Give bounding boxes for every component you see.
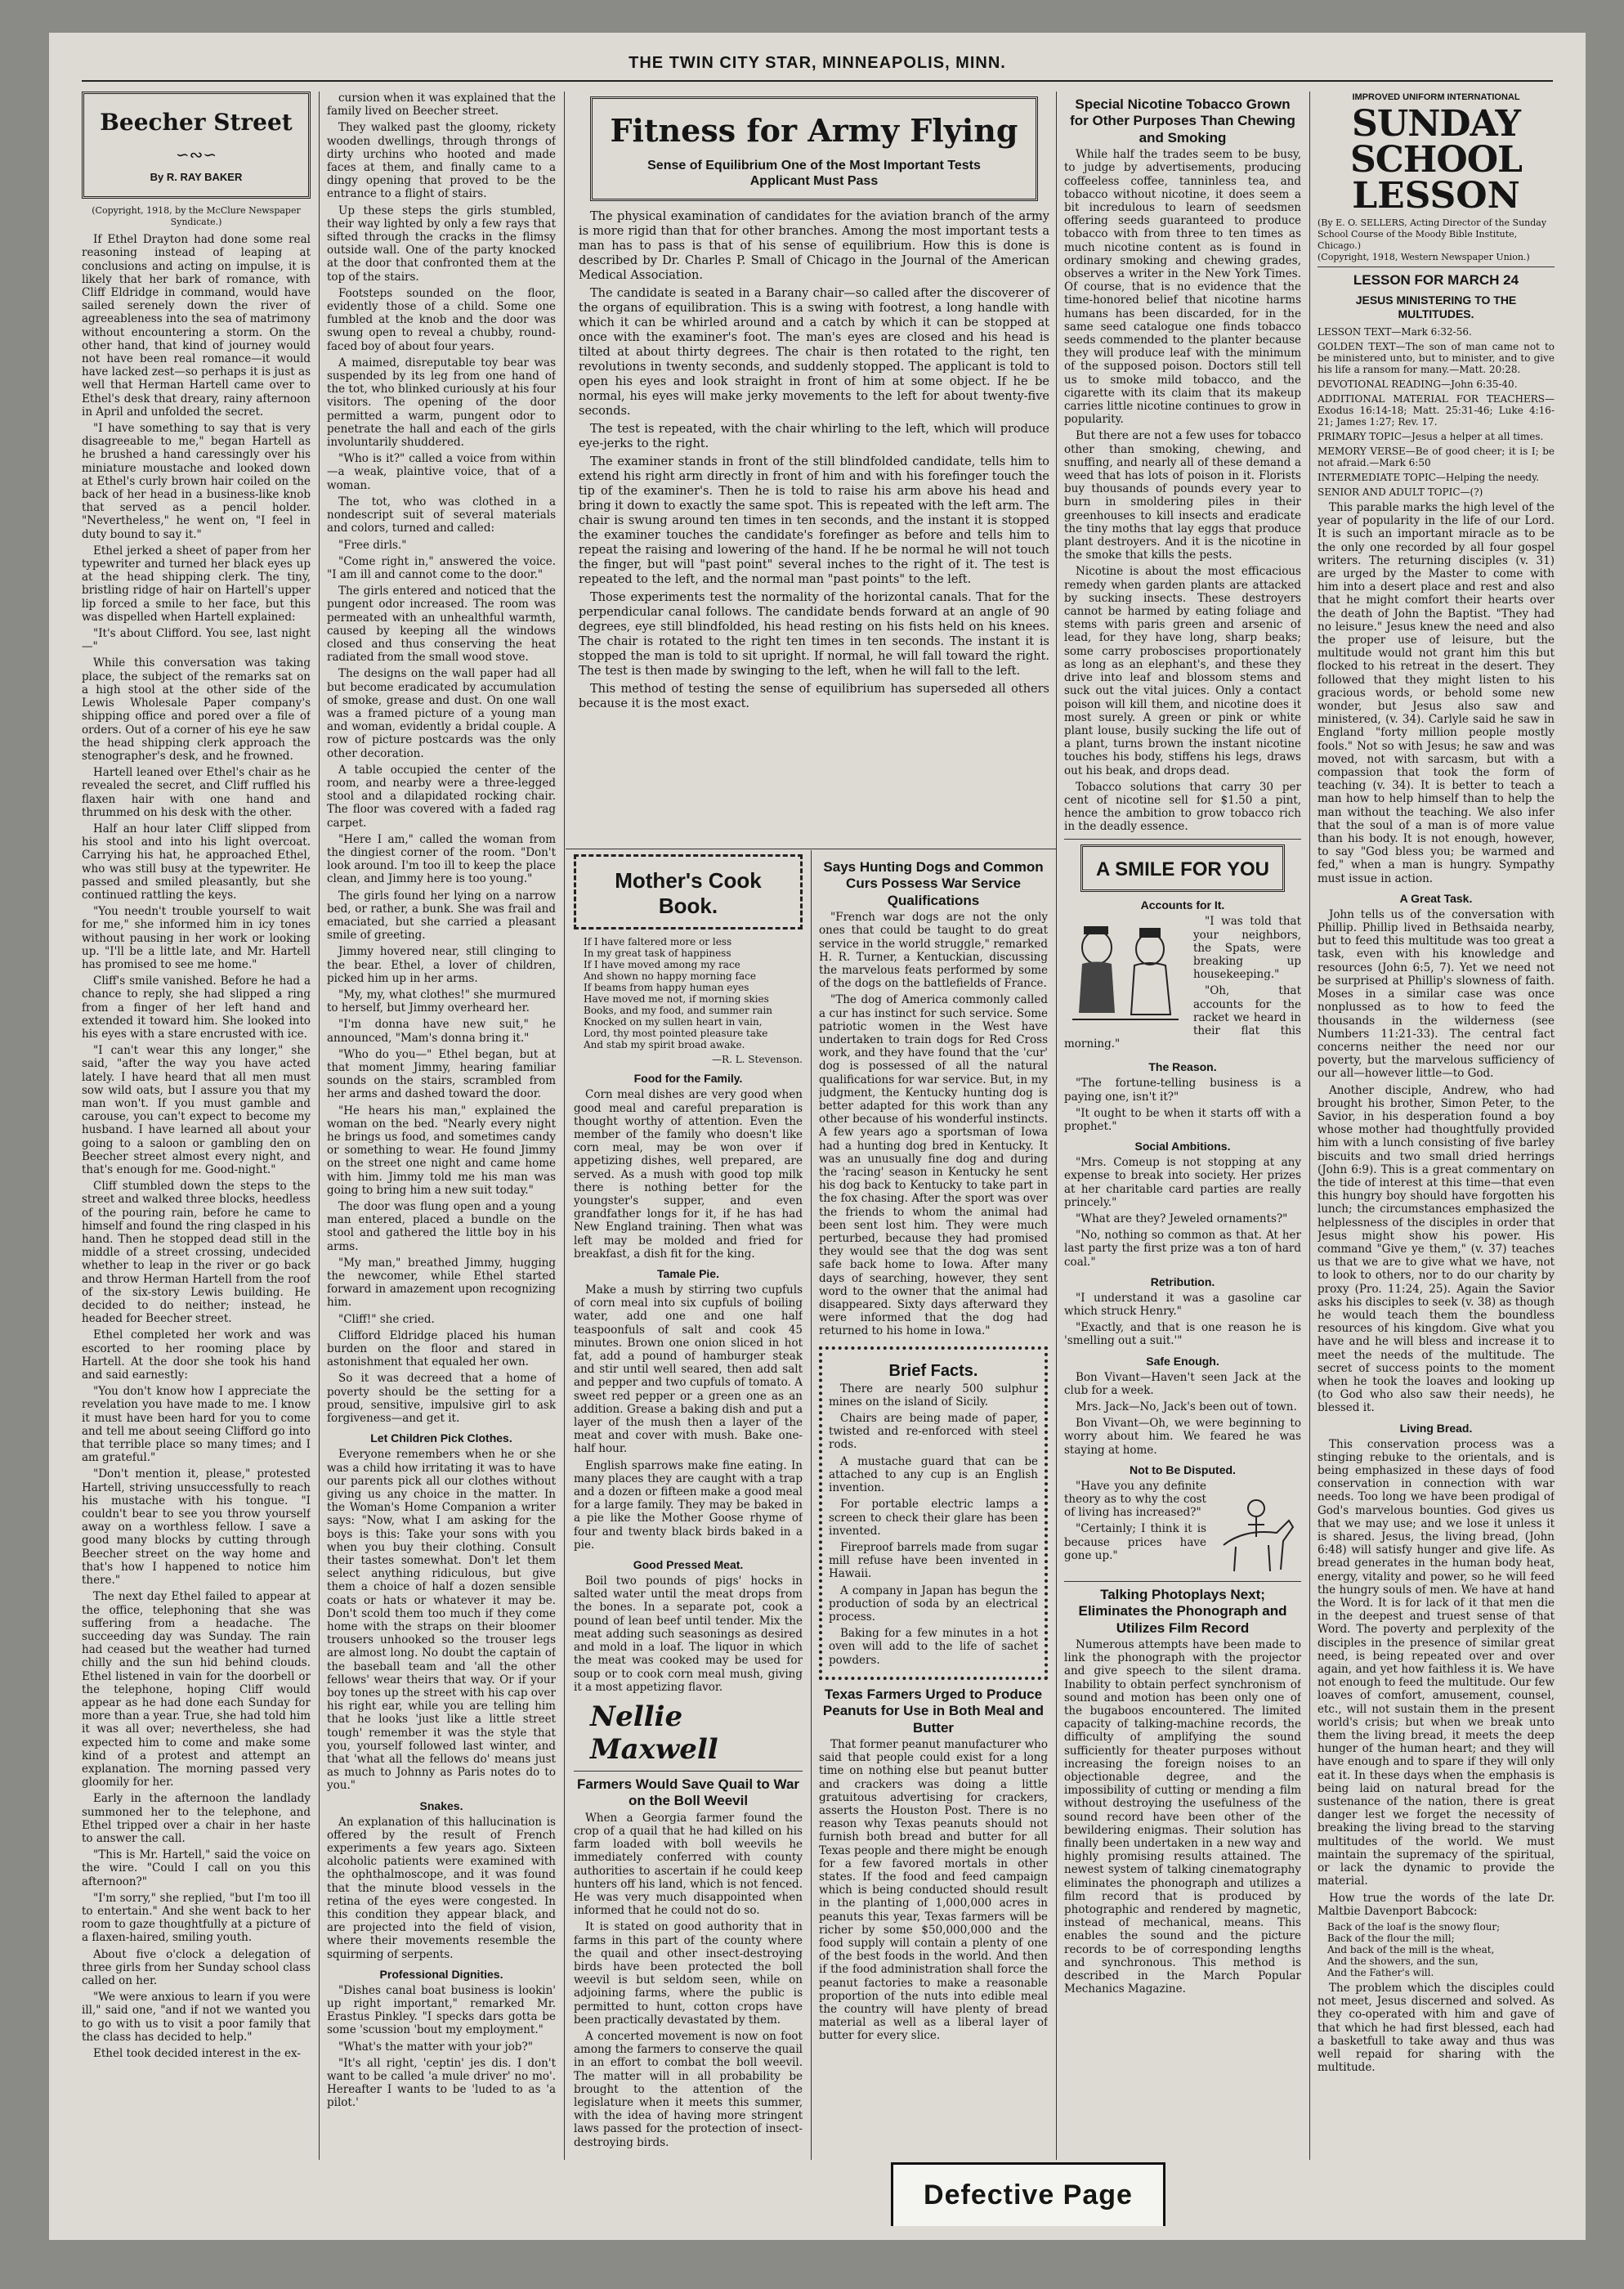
cook-title: Mother's Cook Book. xyxy=(615,868,762,919)
paragraph: "Mrs. Comeup is not stopping at any expense to break into society. Her prizes at her charitable card parties are really princely." xyxy=(1064,1156,1301,1209)
paragraph: "Exactly, and that is one reason he is 'smelling out a suit.'" xyxy=(1064,1321,1301,1348)
cook-title-box xyxy=(574,854,803,929)
paragraph: "Don't mention it, please," protested Hartell, striving unsuccessfully to reach his mustache with his tongue. "I couldn't bear to see you throw yourself away on a worthless fellow. I save a good many blocks by cutting through Beecher street on the way home and that's how I happened to notice him there." xyxy=(82,1467,311,1588)
lesson-date: LESSON FOR MARCH 24 xyxy=(1353,272,1519,288)
paragraph: Ethel jerked a sheet of paper from her typewriter and turned her black eyes up at the head shipping clerk. The tiny, bristling ridge of hair on Hartell's upper lip forced a smile to her face, but this was dispelled when Hartell explained: xyxy=(82,544,311,624)
paragraph: A concerted movement is now on foot among the farmers to conserve the quail in an effort to combat the boll weevil. The matter will in all probability be brought to the attention of the legislature when it meets this summer, with the idea of having more stringent laws passed for the protection of insect-destroying birds. xyxy=(574,2029,803,2149)
poem-line: If beams from happy human eyes xyxy=(584,982,749,994)
army-body xyxy=(574,209,1054,711)
paragraph: When a Georgia farmer found the crop of a quail that he had killed on his farm loaded with boll weevils he immediately conferred with county authorities to ascertain if he could keep hunters off his land, which is not fenced. He was very much disappointed when informed that he could not do so. xyxy=(574,1811,803,1918)
lesson-line: DEVOTIONAL READING—John 6:35-40. xyxy=(1318,378,1518,390)
paragraph: "I'm sorry," she replied, "but I'm too ill to entertain." And she went back to her room to gaze thoughtfully at a picture of a flaxen-haired, smiling youth. xyxy=(82,1891,311,1945)
section-heading: Good Pressed Meat. xyxy=(633,1558,744,1572)
paragraph: Boil two pounds of pigs' hocks in salted water until the meat drops from the bones. In a separate pot, cook a pound of lean beef until tender. Mix the meat adding such seasonings as desired and mold in a loaf. The liquor in which the meat was cooked may be used for soup or to cook corn meal mush, giving it a most appetizing flavor. xyxy=(574,1575,803,1694)
army-title: Fitness for Army Flying xyxy=(610,112,1018,149)
paragraph: There are nearly 500 sulphur mines on the island of Sicily. xyxy=(829,1382,1038,1409)
column-sunday-school xyxy=(1318,92,1555,2160)
lesson-kicker: IMPROVED UNIFORM INTERNATIONAL xyxy=(1352,92,1520,102)
paragraph: "Cliff!" she cried. xyxy=(338,1312,435,1326)
story-title: Beecher Street xyxy=(100,109,293,136)
paragraph: That former peanut manufacturer who said that people could exist for a long time on nothing else but peanut butter and crackers was doing a little gratuitous advertising for crackers, asserts the Houston Post. There is no reason why Texas peanuts should not furnish both bread and butter for all Texas people and there might be enough for a few favored mortals in other states. If the food and feed campaign which is being conducted should result in the planting of 1,000,000 acres in peanuts this year, Texas farmers will be richer by some $50,000,000 and the food supply will contain a plenty of one of the best foods in the world. And then if the food administration shall force the peanut factories to make a reasonable proportion of the nuts into edible meal the country will have plenty of bread material as well as a liberal layer of butter for every slice. xyxy=(819,1737,1048,2043)
paragraph: The tot, who was clothed in a nondescript suit of several materials and colors, turned and called: xyxy=(327,495,556,535)
paragraph: Bon Vivant—Oh, we were beginning to worry about him. We feared he was staying at home. xyxy=(1064,1417,1301,1457)
paragraph: They walked past the gloomy, rickety wooden dwellings, through throngs of dirty urchins who hooted and made faces at them, and finally came to a dingy opening that proved to be the entrance to a flight of stairs. xyxy=(327,121,556,201)
poem-author: —R. L. Stevenson. xyxy=(712,1054,803,1066)
poem-line: And stab my spirit broad awake. xyxy=(584,1039,745,1051)
paragraph: The girls found her lying on a narrow bed, or rather, a bunk. She was frail and emaciated, but she carried a pleasant smile of greeting. xyxy=(327,889,556,943)
rule xyxy=(574,1771,803,1772)
paragraph: Clifford Eldridge placed his human burden on the floor and stared in astonishment that equaled her own. xyxy=(327,1328,556,1369)
paragraph: The test is repeated, with the chair whirling to the left, which will produce eye-jerks to the right. xyxy=(579,422,1049,450)
paragraph: "I'm donna have new suit," he announced, "Mam's donna bring it." xyxy=(327,1018,556,1045)
paragraph: While this conversation was taking place, the subject of the remarks sat on a high stool at the other side of the Lewis Wholesale Paper company's shipping office and pored over a file of orders. Out of a corner of his eye he saw the head shipping clerk approach the stenographer's desk, and he frowned. xyxy=(82,656,311,763)
section-heading: Food for the Family. xyxy=(633,1072,743,1086)
brief-title: Brief Facts. xyxy=(888,1361,978,1380)
lesson-line: ADDITIONAL MATERIAL FOR TEACHERS—Exodus 16:14-18; Matt. 25:31-46; Luke 4:16-21; James 1:27; Rev. 17. xyxy=(1318,392,1555,428)
paragraph: Everyone remembers when he or she was a child how irritating it was to have our parents pick all our clothes without giving us any choice in the matter. In the Woman's Home Companion a writer says: "Now, what I am asking for the boys is this: Take your sons with you when you buy their clothing. Consult their tastes somewhat. Don't let them select anything ridiculous, but give them a choice of half a dozen sensible coats or hats or whatever it may be. Don't scold them too much if they come home with the straps on their bloomer trousers unhooked so the trouser legs are almost long. No doubt the captain of the baseball team and 'all the other fellows' wear theirs that way. Or if your boy tones up the street with his cap over his right ear, while you are telling him that he looks 'just like a little street tough' remember it was the style that you, yourself followed last winter, and that 'what all the fellows do' means just as much to Johnny as Paris notes do to you." xyxy=(327,1448,556,1793)
paragraph: About five o'clock a delegation of three girls from her Sunday school class called on her. xyxy=(82,1947,311,1987)
newspaper-page xyxy=(49,33,1586,2240)
brief-facts-box xyxy=(819,1346,1048,1680)
column-rule xyxy=(1056,92,1057,2160)
poem xyxy=(584,936,803,1050)
poem-line: And shown no happy morning face xyxy=(584,970,756,983)
paragraph: "Who do you—" Ethel began, but at that moment Jimmy, hearing familiar sounds on the stairs, scrambled from her arms and dashed toward the door. xyxy=(327,1047,556,1101)
paragraph: While half the trades seem to be busy, to judge by advertisements, producing coffeeless coffee, tanninless tea, and tobacco without nicotine, it does seem a bit incredulous to learn of seedsmen offering seeds guaranteed to produce tobacco with from three to ten times as much nicotine content as is found in ordinary smoking and chewing grades, observes a writer in the New York Times. Of course, that is no evidence that the time-honored belief that nicotine harms humans has been discarded, for in the same seed catalogue one finds tobacco seeds commended to the planter because they will produce leaf with the minimum of the supposed poison. Doctors still tell us to smoke mild tobacco, and the cigarette with its claim that its makeup carries little nicotine continues to grow in popularity. xyxy=(1064,148,1301,427)
paragraph: "He hears his man," explained the woman on the bed. "Nearly every night he brings us food, and sometimes candy or something to wear. He found Jimmy on the street one night and came home with him. Jimmy told me his man was going to bring him a new suit today." xyxy=(327,1104,556,1197)
paragraph: The door was flung open and a young man entered, placed a bundle on the stool and gathered the little boy in his arms. xyxy=(327,1200,556,1253)
paragraph: "Free dirls." xyxy=(338,538,407,552)
paragraph: "Come right in," answered the voice. "I am ill and cannot come to the door." xyxy=(327,554,556,581)
paragraph: "Dishes canal boat business is lookin' up right important," remarked Mr. Erastus Pinkley. "I specks dars gotta be some 'scussion 'bout my employment." xyxy=(327,1983,556,2037)
paragraph: "My, my, what clothes!" she murmured to herself, but Jimmy overheard her. xyxy=(327,988,556,1015)
section-heading: Let Children Pick Clothes. xyxy=(370,1431,512,1445)
paragraph: A maimed, disreputable toy bear was suspended by its leg from one hand of the tot, who blinked curiously at his four visitors. The opening of the door permitted a warm, pungent odor to penetrate the hall and each of the girls involuntarily shuddered. xyxy=(327,356,556,450)
column-rule xyxy=(811,850,812,2160)
section-heading: Accounts for It. xyxy=(1140,898,1225,912)
paragraph: Half an hour later Cliff slipped from his stool and into his light overcoat. Carrying his hat, he approached Ethel, who was still busy at the typewriter. He passed and smiled pleasantly, but she continued rattling the keys. xyxy=(82,822,311,902)
copyright: (Copyright, 1918, by the McClure Newspaper Syndicate.) xyxy=(92,205,301,228)
smile-title: A SMILE FOR YOU xyxy=(1095,858,1269,880)
paragraph: "It ought to be when it starts off with a prophet." xyxy=(1064,1106,1301,1133)
paragraph: "No, nothing so common as that. At her last party the first prize was a ton of hard coal." xyxy=(1064,1229,1301,1269)
column-beecher-continued xyxy=(327,92,556,2160)
column-cook-book xyxy=(574,854,803,2160)
poem-line: Books, and my food, and summer rain xyxy=(584,1005,773,1017)
paragraph: This parable marks the high level of the year of popularity in the life of our Lord. It is such an important miracle as to be the only one recorded by all four gospel writers. The returning disciples (v. 31) are urged by the Master to come with him into a desert place and rest and also that he might comfort their hearts over the death of John the Baptist. "They had no leisure." Jesus knew the need and also the proper use of leisure, but the multitude would not grant him this but flocked to his retreat in the desert. They followed that they might listen to his gracious words, or behold some new wonder, but Jesus also saw and ministered, (v. 34). Carlyle said he saw in England "forty million people mostly fools." Not so with Jesus; he saw and was moved, not with sarcasm, but with a compassion that took the form of teaching (v. 34). It is better to teach a man how to help himself than to help the man without the teaching. We also infer that the soul of a man is of more value than his body. It is not enough, however, to say "God bless you; be warmed and fed," when a man is hungry. Sympathy must issue in action. xyxy=(1318,500,1555,885)
section-heading: Safe Enough. xyxy=(1146,1354,1219,1368)
paragraph: Jimmy hovered near, still clinging to the bear. Ethel, a lover of children, picked him up in her arms. xyxy=(327,945,556,985)
paragraph: "It's all right, 'ceptin' jes dis. I don't want to be called 'a mule driver' no mo'. Hereafter I wants to be 'luded to as 'a pilot.' xyxy=(327,2056,556,2110)
army-subtitle: Sense of Equilibrium One of the Most Important Tests Applicant Must Pass xyxy=(647,158,981,188)
paragraph: "You don't know how I appreciate the revelation you have made to me. I know it must have been hard for you to come and tell me about seeing Clifford go into that terrible place so many times; and I am grateful." xyxy=(82,1385,311,1465)
lesson-heading: JESUS MINISTERING TO THE MULTITUDES. xyxy=(1355,293,1517,321)
paragraph: Fireproof barrels made from sugar mill refuse have been invented in Hawaii. xyxy=(829,1540,1038,1581)
paragraph: "Have you any definite theory as to why the cost of living has increased?" xyxy=(1064,1479,1206,1520)
paragraph: "Here I am," called the woman from the dingiest corner of the room. "Don't look around. I'm too ill to keep the place clean, and Jimmy here is too young." xyxy=(327,832,556,886)
paragraph: If Ethel Drayton had done some real reasoning instead of leaping at conclusions and acting on impulse, it is likely that her bark of romance, with Cliff Eldridge in command, would have sailed serenely down the river of agreeableness into the sea of matrimony without encountering a storm. On the other hand, that kind of journey would not have been real romance—it would have lacked zest—so perhaps it is just as well that Herman Hartell came over to Ethel's desk that dreary, rainy afternoon in April and unfolded the secret. xyxy=(82,233,311,419)
paragraph: Ethel completed her work and was escorted to her rooming place by Hartell. At the door she took his hand and said earnestly: xyxy=(82,1328,311,1382)
paragraph: So it was decreed that a home of poverty should be the setting for a proud, sensitive, impulsive girl to ask forgiveness—and get it. xyxy=(327,1372,556,1426)
column-dogs xyxy=(819,854,1048,2160)
rule xyxy=(1064,1581,1301,1582)
paragraph: Nicotine is about the most efficacious remedy when garden plants are attacked by sucking insects. These destroyers cannot be harmed by eating foliage and stems with paris green and arsenic of lead, for they have long, sharp beaks; some carry proboscises proportionately as long as an elephant's, and these they drive into leaf and blossom stems and suck out the vital juices. Only a contact poison will kill them, and nicotine does it most surely. A green or pink or white plant louse, busily sucking the life out of a plant, turns brown the instant nicotine touches his body, stiffens his legs, draws out his beak, and drops dead. xyxy=(1064,565,1301,777)
paragraph: cursion when it was explained that the family lived on Beecher street. xyxy=(327,92,556,119)
paragraph: For portable electric lamps a screen to check their glare has been invented. xyxy=(829,1498,1038,1538)
rule xyxy=(1064,839,1301,840)
paragraph: Chairs are being made of paper, twisted and re-enforced with steel rods. xyxy=(829,1412,1038,1452)
paragraph: "The fortune-telling business is a paying one, isn't it?" xyxy=(1064,1077,1301,1104)
cartoon-two-men-illustration xyxy=(1064,915,1187,1029)
signature: Nellie Maxwell xyxy=(590,1700,718,1766)
dogs-title: Says Hunting Dogs and Common Curs Possess War Service Qualifications xyxy=(823,859,1044,908)
column-nicotine xyxy=(1064,92,1301,2160)
section-heading: A Great Task. xyxy=(1399,891,1473,905)
poem-line: Back of the flour the mill; xyxy=(1327,1932,1455,1944)
paragraph: "My man," breathed Jimmy, hugging the newcomer, while Ethel started forward in amazement upon recognizing him. xyxy=(327,1256,556,1310)
paragraph: The girls entered and noticed that the pungent odor increased. The room was permeated with an unhealthful warmth, caused by keeping all the windows closed and thus conserving the heat radiated from the small wood stove. xyxy=(327,585,556,665)
paragraph: Baking for a few minutes in a hot oven will add to the life of sachet powders. xyxy=(829,1627,1038,1667)
paragraph: "What are they? Jeweled ornaments?" xyxy=(1076,1212,1288,1225)
paragraph: The candidate is seated in a Barany chair—so called after the discoverer of the organs of equilibration. This is a swing with footrest, a long handle with which it can be whirled around and a catch by which it can be stopped at once with the examiner's foot. The man's eyes are closed and his head is tilted at about thirty degrees. The chair is then rotated to the right, ten revolutions in twenty seconds, and suddenly stopped. The applicant is told to open his eyes and look straight in front of him at some object. If he be normal, his eyes will make jerky movements to the left for about twenty-five seconds. xyxy=(579,286,1049,418)
paragraph: But there are not a few uses for tobacco other than smoking, chewing, and snuffing, and nearly all of these demand a weed that has lots of poison in it. Florists buy thousands of pounds every year to burn in smoldering piles in their greenhouses to kill insects and eradicate the tiny moths that lay eggs that produce plant destroyers. And it is the nicotine in the smoke that kills the pests. xyxy=(1064,429,1301,562)
section-heading: Tamale Pie. xyxy=(656,1267,719,1281)
paragraph: Ethel took decided interest in the ex- xyxy=(93,2047,301,2060)
paragraph: Corn meal dishes are very good when good meal and careful preparation is thought worthy of attention. Even the member of the family who doesn't like corn meal, may be won over if appetizing dishes, well prepared, are served. As a mush with good top milk there is nothing better for the youngster's supper, and even grandfather longs for it, if he has had New England training. Then what was left may be molded and fried for breakfast, a dish fit for the king. xyxy=(574,1088,803,1261)
poem xyxy=(1327,1921,1555,1978)
paragraph: "French war dogs are not the only ones that could be taught to do great service in the world struggle," remarked H. R. Turner, a Kentuckian, discussing the marvelous feats performed by some of the dogs on the battlefields of France. xyxy=(819,911,1048,991)
paragraph: "I can't wear this any longer," she said, "after the way you have acted lately. I have heard that all men must sow wild oats, but I assure you that my man won't. If you must gamble and carouse, you can't expect to become my husband. I have learned all about your going to a saloon or gambling den on Beecher street almost every night, and that's enough for me. Good-night." xyxy=(82,1044,311,1176)
paragraph: "We were anxious to learn if you were ill," said one, "and if not we wanted you to go with us to visit a poor family that the class has decided to help." xyxy=(82,1991,311,2044)
paragraph: Footsteps sounded on the floor, evidently those of a child. Some one fumbled at the knob and the door was swung open to reveal a chubby, round-faced boy of about four years. xyxy=(327,286,556,353)
lesson-line: LESSON TEXT—Mark 6:32-56. xyxy=(1318,325,1472,338)
paragraph: The physical examination of candidates for the aviation branch of the army is more rigid than that for other branches. Among the most important tests a man has to pass is that of his sense of equilibrium. How this is done is described by Dr. Charles P. Small of Chicago in the Journal of the American Medical Association. xyxy=(579,209,1049,282)
paragraph: Make a mush by stirring two cupfuls of corn meal into six cupfuls of boiling water, add one and one half teaspoonfuls of salt and cook 45 minutes. Brown one onion sliced in hot fat, add a pound of hamburger steak and stir until well seared, then add salt and pepper and two cupfuls of tomato. A sweet red pepper or a green one as an addition. Grease a baking dish and put a layer of the mush then a layer of the meat and cover with mush. Bake one-half hour. xyxy=(574,1283,803,1456)
paragraph: "I have something to say that is very disagreeable to me," began Hartell as he brushed a hand caressingly over his miniature moustache and looked down at Ethel's curly brown hair coiled on the back of her head in a business-like knob that served as a pencil holder. "Nevertheless," he went on, "I feel in duty bound to say it." xyxy=(82,422,311,541)
paragraph: Cliff's smile vanished. Before he had a chance to reply, she had slipped a ring from a finger of her left hand and extended it toward him. She looked into his eyes with a stare encrusted with ice. xyxy=(82,974,311,1041)
section-heading: Living Bread. xyxy=(1399,1421,1473,1435)
paragraph: How true the words of the late Dr. Maltbie Davenport Babcock: xyxy=(1318,1891,1555,1918)
cartoon-horse-rider-illustration xyxy=(1211,1480,1301,1578)
paragraph: A table occupied the center of the room, and nearby were a three-legged stool and a dilapidated rocking chair. The floor was covered with a faded rag carpet. xyxy=(327,763,556,830)
poem-line: And the Father's will. xyxy=(1327,1966,1434,1978)
quail-title: Farmers Would Save Quail to War on the Boll Weevil xyxy=(576,1776,800,1809)
paragraph: "I understand it was a gasoline car which struck Henry." xyxy=(1064,1291,1301,1318)
section-heading: Retribution. xyxy=(1150,1274,1215,1288)
poem-line: If I have moved among my race xyxy=(584,959,740,971)
column-rule xyxy=(319,92,320,2160)
byline: By R. RAY BAKER xyxy=(150,170,243,183)
paragraph: A mustache guard that can be attached to any cup is an English invention. xyxy=(829,1454,1038,1495)
section-heading: Not to Be Disputed. xyxy=(1130,1463,1236,1476)
paragraph: Tobacco solutions that carry 30 per cent of nicotine sell for $1.50 a pint, hence the ambition to grow tobacco rich in the deadly essence. xyxy=(1064,780,1301,834)
lesson-line: MEMORY VERSE—Be of good cheer; it is I; be not afraid.—Mark 6:50 xyxy=(1318,445,1555,468)
paragraph: Those experiments test the normality of the horizontal canals. That for the perpendicular canal follows. The candidate bends forward at an angle of 90 degrees, eye still blindfolded, his head resting on his fists held on his knees. The chair is rotated to the right ten times in ten seconds. The instant it is stopped the man is told to sit upright. If normal, he will fall toward the right. The test is then made by swinging to the left, when he will fall to the left. xyxy=(579,590,1049,678)
paragraph: Mrs. Jack—No, Jack's been out of town. xyxy=(1076,1400,1297,1414)
paragraph: "It's about Clifford. You see, last night—" xyxy=(82,627,311,654)
poem-line: Lord, thy most pointed pleasure take xyxy=(584,1028,768,1040)
lesson-line: PRIMARY TOPIC—Jesus a helper at all times. xyxy=(1318,430,1544,442)
paragraph: English sparrows make fine eating. In many places they are caught with a trap and a dozen or fifteen make a good meal for a large family. They may be baked in a pie like the Mother Goose rhyme of four and twenty black birds baked in a pie. xyxy=(574,1458,803,1552)
poem-line: If I have faltered more or less xyxy=(584,936,732,948)
paragraph: A company in Japan has begun the production of soda by an electrical process. xyxy=(829,1583,1038,1624)
ornament-icon: ∽∾∽ xyxy=(175,144,217,164)
army-title-box xyxy=(590,96,1038,201)
sunday-school-title: SUNDAY SCHOOL xyxy=(1350,103,1522,181)
poem-line: Have moved me not, if morning skies xyxy=(584,993,769,1006)
lesson-line: INTERMEDIATE TOPIC—Helping the needy. xyxy=(1318,471,1540,483)
paragraph: Cliff stumbled down the steps to the street and walked three blocks, heedless of the pouring rain, before he came to himself and found the ring clasped in his hand. Then he stopped dead still in the middle of a street crossing, undecided whether to leap in the river or go back and throw Herman Hartell from the roof of the six-story Lewis building. He decided to do neither; instead, he headed for Beecher street. xyxy=(82,1180,311,1326)
nicotine-title: Special Nicotine Tobacco Grown for Other Purposes Than Chewing and Smoking xyxy=(1070,96,1295,146)
paragraph: "Oh, that accounts for the racket we heard in their flat this morning." xyxy=(1064,984,1301,1051)
texas-title: Texas Farmers Urged to Produce Peanuts for Use in Both Meal and Butter xyxy=(822,1686,1045,1736)
top-rule xyxy=(82,80,1553,82)
masthead: THE TWIN CITY STAR, MINNEAPOLIS, MINN. xyxy=(629,54,1006,72)
paragraph: The designs on the wall paper had all but become eradicated by accumulation of smoke, grease and dust. On one wall was a framed picture of a young man and woman, evidently a bridal couple. A row of picture postcards was the only other decoration. xyxy=(327,667,556,760)
paragraph: This conservation process was a stinging rebuke to the orientals, and is being emphasized in these days of food conservation in connection with war needs. Too long we have been prodigal of God's marvelous bounties. God gives us that we may use; and we lose it unless it is shared. Jesus, the living bread, (John 6:48) will satisfy hunger and give life. As bread generates in the human body heat, energy, vitality and power, so he will feed the hungry souls of men. We have at hand the Word. It is for lack of it that men die in the deepest and truest sense of that Word. The poverty and perplexity of the disciples in the presence of similar great need, is being repeated over and over again, and yet how faithless it is. We have not enough to feed the multitude. Our few loaves of comfort, amusement, counsel, etc., will not sustain them in the present world's crisis; but when we break unto them the living bread, it meets the deep hunger of the human heart; and they will have enough and to spare if they will only eat it. In these days when the emphasis is being laid on natural bread for the sustenance of the nation, there is great danger lest we forget the necessity of breaking the living bread to the starving multitudes of the world. We must maintain the supremacy of the spiritual, or lack the dynamic to provide the material. xyxy=(1318,1437,1555,1888)
paragraph: This method of testing the sense of equilibrium has superseded all others because it is the most exact. xyxy=(579,682,1049,710)
section-heading: The Reason. xyxy=(1148,1060,1217,1074)
paragraph: "Certainly; I think it is because prices have gone up." xyxy=(1064,1522,1206,1562)
lesson-line: SENIOR AND ADULT TOPIC—(?) xyxy=(1318,486,1483,498)
defective-page-stamp: Defective Page xyxy=(891,2162,1165,2226)
lesson-byline: (By E. O. SELLERS, Acting Director of the Sunday School Course of the Moody Bible Institute, Chicago.) xyxy=(1318,217,1547,251)
paragraph: Numerous attempts have been made to link the phonograph with the projector and give speech to the silent drama. Inability to obtain perfect synchronism of sound and motion has been only one of the bugaboos encountered. The limited capacity of talking-machine records, the difficulty of amplifying the sound sufficiently for theater purposes without increasing the foreign noises to an objectionable degree, and the impossibility of cutting or mending a film without destroying the usefulness of the sound record have been other of the bewildering enigmas. Their solution has finally been undertaken in a new way and highly promising results attained. The newest system of talking cinematography eliminates the phonograph and utilizes a film record that is produced by photographic and rendered by magnetic, instead of mechanical, means. This enables the sound and the picture records to be of corresponding lengths and synchronous. This method is described in the March Popular Mechanics Magazine. xyxy=(1064,1638,1301,1996)
paragraph: Another disciple, Andrew, who had brought his brother, Simon Peter, to the Savior, in his desperation found a boy whose mother had thoughtfully provided him with a lunch consisting of five barley biscuits and two small dried herrings (John 6:9). This is a great commentary on the tide of interest at this time—that even this hungry boy should have forgotten his lunch; the circumstances emphasized the helplessness of the disciples in order that Jesus might show his power. His command "Give ye them," (v. 37) teaches us that we are to give what we have, not to look to others, nor to do our charity by proxy (Pro. 11:24, 25). Again the Savior asks his disciples to seek (v. 38) as though he would teach them the boundless resources of his kingdom. Give what you have and he will bless and increase it to meet the needs of the multitude. The secret of success points to the moment when he took the loaves and looking up (to God who also saw their needs), he blessed it. xyxy=(1318,1083,1555,1415)
beecher-title-box xyxy=(82,92,311,199)
paragraph: The next day Ethel failed to appear at the office, telephoning that she was suffering from a headache. The succeeding day was Sunday. The rain had ceased but the weather had turned chilly and the sun hid behind clouds. Ethel listened in vain for the doorbell or the telephone, hoping Cliff would appear as he had done each Sunday for more than a year. True, she had told him it was all over; nevertheless, she had expected him to come and make some kind of a protest and attempt an explanation. The morning passed very gloomily for her. xyxy=(82,1590,311,1790)
paragraph: "The dog of America commonly called a cur has instinct for such service. Some patriotic women in the West have undertaken to train dogs for Red Cross work, and they have found that the 'cur' dog is possessed of all the natural qualifications for war service. But, in my judgment, the Kentucky hunting dog is better adapted for this work than any other because of his wonderful instincts. A few years ago a sportsman of Iowa had a hunting dog bred in Kentucky. It was an unusually fine dog and during the 'racing' season in Kentucky he sent his dog back to Kentucky to take part in the fox chasing. After the sport was over the friends to whom the animal had been sent lost him. They were much perturbed, because they had promised they would see that the dog was sent safe back home to Iowa. After many days of searching, however, they sent word to the owner that the animal had disappeared. Sixty days afterward they were informed that the dog had returned to his home in Iowa." xyxy=(819,993,1048,1338)
section-heading: Professional Dignities. xyxy=(379,1967,503,1981)
column-rule xyxy=(564,92,565,2160)
paragraph: Up these steps the girls stumbled, their way lighted by only a few rays that sifted through the cracks in the flimsy outside wall. One of the party knocked at the door that confronted them at the top of the stairs. xyxy=(327,204,556,284)
poem-line: Knocked on my sullen heart in vain, xyxy=(584,1016,763,1028)
paragraph: "Who is it?" called a voice from within—a weak, plaintive voice, that of a woman. xyxy=(327,452,556,492)
army-flying-article xyxy=(574,92,1054,844)
paragraph: It is stated on good authority that in farms in this part of the county where the quail and other insect-destroying birds have been protected the boll weevil is but seldom seen, while on adjoining farms, where the public is permitted to hunt, cotton crops have been practically devastated by them. xyxy=(574,1920,803,2027)
paragraph: An explanation of this hallucination is offered by the result of French experiments a few years ago. Sixteen alcoholic patients were examined with the ophthalmoscope, and it was found that the minute blood vessels in the retina of the eyes were congested. In this condition they appear black, and are projected into the field of vision, where their movements resemble the squirming of serpents. xyxy=(327,1815,556,1961)
photoplay-title: Talking Photoplays Next; Eliminates the Phonograph and Utilizes Film Record xyxy=(1078,1586,1287,1636)
paragraph: "I was told that your neighbors, the Spats, were breaking up housekeeping." xyxy=(1193,915,1301,982)
paragraph: Bon Vivant—Haven't seen Jack at the club for a week. xyxy=(1064,1370,1301,1397)
paragraph: "What's the matter with your job?" xyxy=(338,2040,533,2054)
paragraph: Hartell leaned over Ethel's chair as he revealed the secret, and Cliff ruffled his flaxen hair with one hand and thrummed on his desk with the other. xyxy=(82,766,311,819)
paragraph: John tells us of the conversation with Phillip. Phillip lived in Bethsaida nearby, but to feed this multitude was too great a task, even with his knowledge and resources (John 6:5, 7). Yet we need not be surprised at Phillip's slowness of faith. Moses in a similar case was once nonplussed as to how to feed the thousands in the wilderness (see Numbers 11:21-33). The central fact concerns neither the need nor our poverty, but the marvelous sufficiency of our all—however little—to God. xyxy=(1318,907,1555,1081)
paragraph: "This is Mr. Hartell," said the voice on the wire. "Could I call on you this afternoon?" xyxy=(82,1848,311,1888)
paragraph: The examiner stands in front of the still blindfolded candidate, tells him to extend his right arm directly in front of him and with his forefinger touch the tip of the examiner's. Then he is told to raise his arm above his head and bring it down to exactly the same spot. This is repeated with the left arm. The chair is swung around ten times in ten seconds, and the instant it is stopped the examiner touches the candidate's forefinger as before and tells him to repeat the raising and lowering of the hand. If he be normal he will not touch the finger, but will "past point" several inches to the right of it. The test is repeated to the left, and the normal man "past points" to the left. xyxy=(579,455,1049,586)
column-beecher-street xyxy=(82,92,311,2160)
poem-line: In my great task of happiness xyxy=(584,947,731,960)
lesson-title: LESSON xyxy=(1352,175,1520,217)
poem-line: And the showers, and the sun, xyxy=(1327,1955,1479,1967)
paragraph: "You needn't trouble yourself to wait for me," she informed him in icy tones without pausing in her work or looking up. "I'll be a little late, and Mr. Hartell has promised to see me home." xyxy=(82,905,311,971)
section-heading: Snakes. xyxy=(419,1798,463,1812)
poem-line: Back of the loaf is the snowy flour; xyxy=(1327,1920,1501,1933)
column-rule xyxy=(1309,92,1310,2160)
section-heading: Social Ambitions. xyxy=(1134,1140,1231,1153)
lesson-line: GOLDEN TEXT—The son of man came not to be ministered unto, but to minister, and to give his life a ransom for many.—Matt. 20:28. xyxy=(1318,340,1555,375)
paragraph: Early in the afternoon the landlady summoned her to the telephone, and Ethel tripped over a chair in her haste to answer the call. xyxy=(82,1792,311,1845)
paragraph: The problem which the disciples could not meet, Jesus discerned and solved. As they co-operated with him and gave of that which he had first blessed, each had a basketfull to take away and thus was well repaid for sharing with the multitude. xyxy=(1318,1981,1555,2075)
smile-title-box xyxy=(1080,844,1285,893)
poem-line: And back of the mill is the wheat, xyxy=(1327,1943,1495,1955)
lesson-copyright: (Copyright, 1918, Western Newspaper Union.) xyxy=(1318,252,1530,262)
